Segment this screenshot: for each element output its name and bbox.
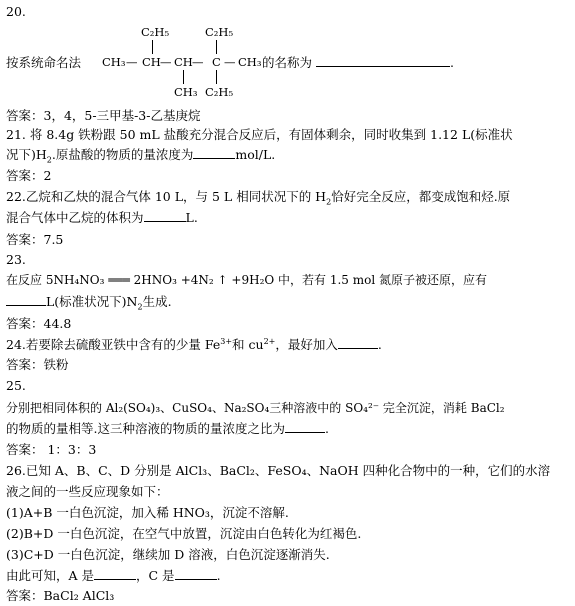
structure-bottom-methyl: CH₃ [174, 85, 198, 99]
q21-line1: 21. 将 8.4g 铁粉跟 50 mL 盐酸充分混合反应后，有固体剩余，同时收集到 1.12 L(标准状 [6, 127, 513, 142]
answer-blank [175, 568, 217, 580]
q20-suffix: 的名称为 . [262, 55, 454, 70]
answer-blank [6, 294, 46, 306]
q26-item2: (2)B+D 一白色沉淀，在空气中放置，沉淀由白色转化为红褐色. [6, 526, 362, 541]
structure-bottom-ethyl: C₂H₅ [205, 85, 234, 99]
structure-ch3-left: CH₃ [102, 55, 126, 69]
q26-item1: (1)A+B 一白色沉淀，加入稀 HNO₃，沉淀不溶解. [6, 505, 289, 520]
q25-answer: 答案： 1：3：3 [6, 442, 97, 457]
q20-prefix: 按系统命名法 [6, 55, 82, 70]
structure-dash: — [160, 55, 172, 69]
q26-item3: (3)C+D 一白色沉淀，继续加 D 溶液，白色沉淀逐渐消失. [6, 547, 330, 562]
structure-ch-1: CH [142, 55, 161, 69]
q20-answer: 答案：3，4，5-三甲基-3-乙基庚烷 [6, 108, 201, 123]
q26-line1: 26.已知 A、B、C、D 分别是 AlCl₃、BaCl₂、FeSO₄、NaOH 四种化合物中的一种，它们的水溶 [6, 463, 551, 478]
answer-blank [338, 337, 378, 349]
q26-line2: 液之间的一些反应现象如下： [6, 484, 169, 499]
q22-line1: 22.乙烷和乙炔的混合气体 10 L，与 5 L 相同状况下的 $H_2$恰好完全反应，都变成饱和烃.原 [6, 189, 511, 207]
structure-dash: — [126, 55, 138, 69]
q23-answer: 答案：44.8 [6, 316, 72, 331]
q25-line2: 的物质的量相等.这三种溶液的物质的量浓度之比为 . [6, 421, 329, 436]
structure-c: C [212, 55, 221, 69]
structure-dash: — [224, 55, 236, 69]
q24-answer: 答案：铁粉 [6, 357, 69, 372]
q20-number: 20. [6, 4, 26, 19]
structure-bond [216, 40, 217, 54]
structure-ch-2: CH [174, 55, 193, 69]
answer-blank [144, 210, 186, 222]
q25-line1: 分别把相同体积的 Al₂(SO₄)₃、CuSO₄、Na₂SO₄三种溶液中的 SO₄²⁻ 完全沉淀，消耗 BaCl₂ [6, 401, 505, 415]
structure-ch3-right: CH₃ [238, 55, 262, 69]
q26-answer: 答案：BaCl₂ AlCl₃ [6, 588, 115, 603]
answer-blank [193, 147, 235, 159]
structure-top-ethyl-1: C₂H₅ [141, 25, 170, 39]
q24-line: 24.若要除去硫酸亚铁中含有的少量 $Fe^{3+}$和 $cu^{2+}$，最好加入 . [6, 336, 382, 352]
q23-number: 23. [6, 252, 26, 267]
q21-line2: 况下)$H_2$.原盐酸的物质的量浓度为 mol/L. [6, 147, 276, 165]
answer-blank [285, 421, 325, 433]
structure-bond [152, 40, 153, 54]
structure-bond [183, 70, 184, 84]
structure-top-ethyl-2: C₂H₅ [205, 25, 234, 39]
q25-number: 25. [6, 378, 26, 393]
structure-bond [216, 70, 217, 84]
q22-answer: 答案：7.5 [6, 232, 64, 247]
q23-line1: 在反应 5NH₄NO₃ ═══ 2HNO₃ +4N₂ ↑ +9H₂O 中，若有 1.5 mol 氮原子被还原，应有 [6, 273, 488, 287]
answer-blank [316, 55, 450, 67]
q26-conclusion: 由此可知，A 是 ，C 是 . [6, 568, 221, 583]
q22-line2: 混合气体中乙烷的体积为 L. [6, 210, 198, 225]
q21-answer: 答案：2 [6, 168, 52, 183]
q23-line2: L(标准状况下)$N_2$生成. [6, 294, 172, 310]
structure-dash: — [192, 55, 204, 69]
answer-blank [94, 568, 136, 580]
